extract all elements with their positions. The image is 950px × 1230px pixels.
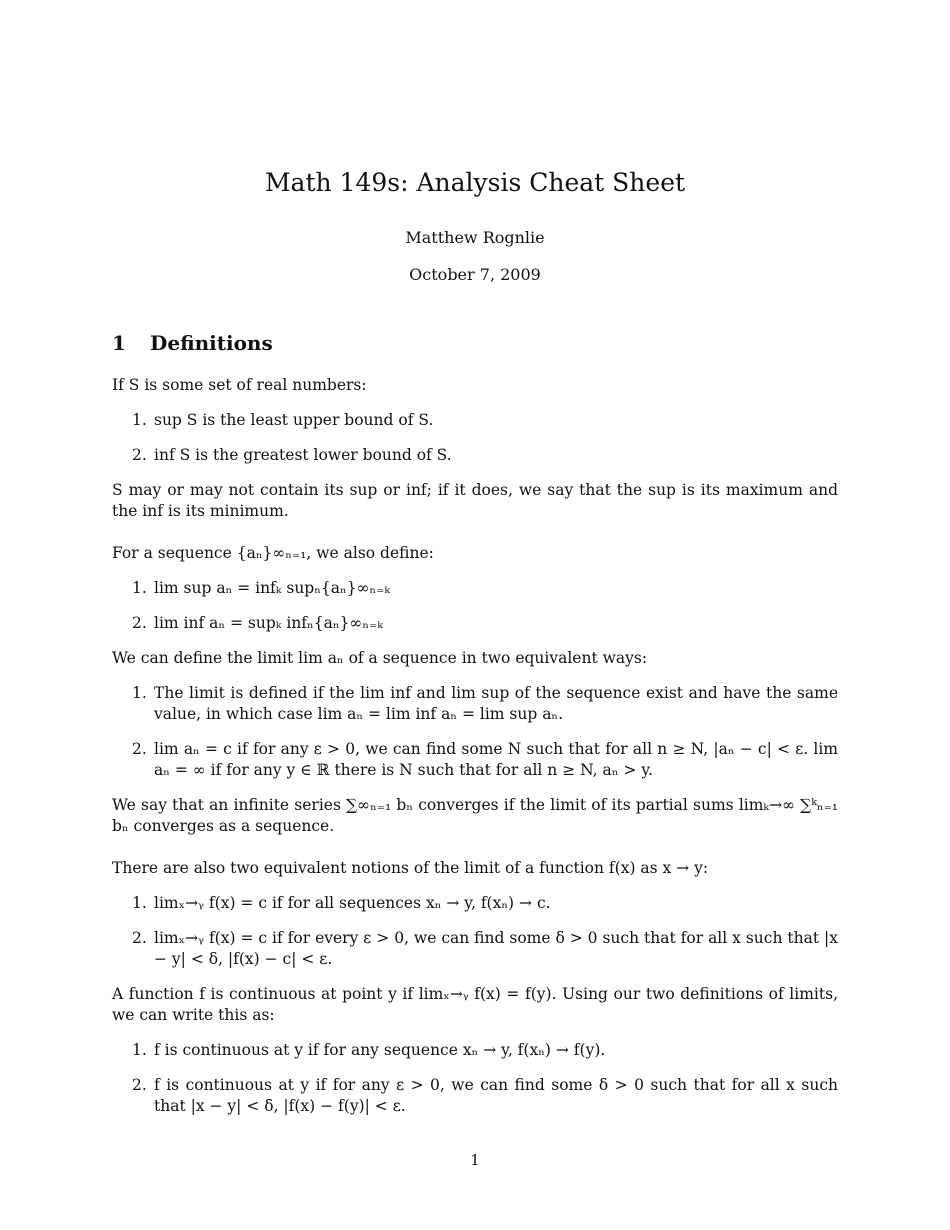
list-function-limit — [112, 893, 838, 970]
document-author: Matthew Rognlie — [405, 228, 545, 247]
list-item: 2. lim aₙ = c if for any ε > 0, we can find some N such that for all n ≥ N, |aₙ − c| < ε. lim aₙ = ∞ if for any y ∈ ℝ there is N such that for all n ≥ N, aₙ > y. — [132, 740, 838, 779]
list-item: 1. lim sup aₙ = infₖ supₙ{aₙ}∞ₙ₌ₖ — [132, 579, 391, 597]
paragraph-continuous: A function f is continuous at point y if limₓ→ᵧ f(x) = f(y). Using our two definitions of limits, we can write this as: — [112, 985, 838, 1024]
list-item: 1. The limit is defined if the lim inf and lim sup of the sequence exist and have the same value, in which case lim aₙ = lim inf aₙ = lim sup aₙ. — [132, 684, 838, 723]
section-heading — [112, 333, 273, 354]
document-title: Math 149s: Analysis Cheat Sheet — [264, 168, 686, 197]
list-item: 2. lim inf aₙ = supₖ infₙ{aₙ}∞ₙ₌ₖ — [132, 614, 383, 632]
paragraph-limit: We can define the limit lim aₙ of a sequence in two equivalent ways: — [112, 649, 648, 667]
list-item: 1. f is continuous at y if for any sequence xₙ → y, f(xₙ) → f(y). — [132, 1041, 606, 1059]
document-date: October 7, 2009 — [409, 265, 541, 284]
paragraph-series: We say that an infinite series ∑∞ₙ₌₁ bₙ converges if the limit of its partial sums limₖ→∞ ∑ᵏₙ₌₁ bₙ converges as a sequence. — [112, 796, 838, 835]
list-sup-inf — [112, 410, 838, 466]
list-continuity — [112, 1040, 838, 1117]
section-body — [112, 375, 838, 1117]
list-limit-definitions — [112, 683, 838, 781]
paragraph-intro: If S is some set of real numbers: — [112, 376, 367, 394]
paragraph-function-limit: There are also two equivalent notions of the limit of a function f(x) as x → y: — [112, 859, 709, 877]
list-item: 1. sup S is the least upper bound of S. — [132, 411, 434, 429]
list-item: 2. limₓ→ᵧ f(x) = c if for every ε > 0, we can find some δ > 0 such that for all x such that |x − y| < δ, |f(x) − c| < ε. — [132, 929, 838, 968]
list-item: 1. limₓ→ᵧ f(x) = c if for all sequences xₙ → y, f(xₙ) → c. — [132, 894, 551, 912]
list-item: 2. inf S is the greatest lower bound of S. — [132, 446, 452, 464]
paragraph-sequence: For a sequence {aₙ}∞ₙ₌₁, we also define: — [112, 544, 434, 562]
section-title: Definitions — [150, 331, 273, 355]
list-item: 2. f is continuous at y if for any ε > 0, we can find some δ > 0 such that for all x such that |x − y| < δ, |f(x) − f(y)| < ε. — [132, 1076, 838, 1115]
paragraph-sup-inf: S may or may not contain its sup or inf; if it does, we say that the sup is its maximum and the inf is its minimum. — [112, 481, 838, 520]
section-number: 1 — [112, 331, 126, 355]
page-number: 1 — [470, 1151, 480, 1169]
list-limsup-liminf — [112, 578, 838, 634]
